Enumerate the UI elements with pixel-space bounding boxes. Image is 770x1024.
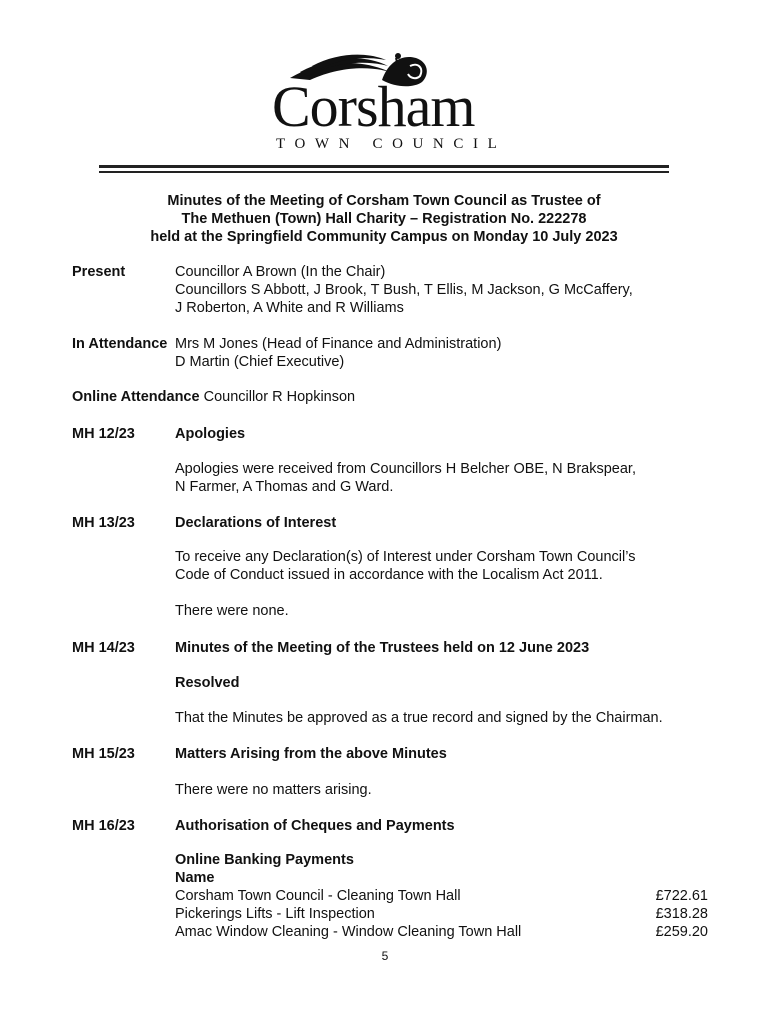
- item-title: Matters Arising from the above Minutes: [175, 746, 447, 762]
- item-title: Authorisation of Cheques and Payments: [175, 818, 455, 834]
- in-attendance-line: Mrs M Jones (Head of Finance and Administration): [175, 336, 502, 352]
- item-title: Apologies: [175, 426, 246, 442]
- logo-wordmark: Corsham: [272, 74, 475, 139]
- online-attendance: [72, 389, 355, 405]
- item-body-line: Apologies were received from Councillors H Belcher OBE, N Brakspear,: [175, 461, 636, 477]
- payment-amount: £318.28: [655, 906, 708, 922]
- item-ref: MH 16/23: [72, 818, 135, 834]
- payment-amount: £259.20: [655, 924, 708, 940]
- payments-heading: Online Banking Payments: [175, 852, 354, 868]
- header-rule-thick: [99, 165, 669, 168]
- heading-line-2: The Methuen (Town) Hall Charity – Registration No. 222278: [181, 211, 587, 227]
- present-line: Councillor A Brown (In the Chair): [175, 264, 386, 280]
- header-rule-thin: [99, 171, 669, 173]
- item-ref: MH 13/23: [72, 515, 135, 531]
- online-attendance-label: Online Attendance: [72, 389, 200, 405]
- payment-amount: £722.61: [655, 888, 708, 904]
- heading-line-1: Minutes of the Meeting of Corsham Town Council as Trustee of: [167, 193, 601, 209]
- item-subheading: Resolved: [175, 675, 240, 691]
- present-line: Councillors S Abbott, J Brook, T Bush, T Ellis, M Jackson, G McCaffery,: [175, 282, 633, 298]
- page-number: 5: [381, 949, 389, 963]
- in-attendance-label: In Attendance: [72, 336, 168, 352]
- item-title: Minutes of the Meeting of the Trustees held on 12 June 2023: [175, 640, 590, 656]
- item-body-line: There were no matters arising.: [175, 782, 372, 798]
- item-ref: MH 14/23: [72, 640, 135, 656]
- online-attendance-text: Councillor R Hopkinson: [203, 389, 356, 405]
- item-ref: MH 15/23: [72, 746, 135, 762]
- heading-line-3: held at the Springfield Community Campus on Monday 10 July 2023: [150, 229, 618, 245]
- item-body-line: Code of Conduct issued in accordance with the Localism Act 2011.: [175, 567, 603, 583]
- in-attendance-line: D Martin (Chief Executive): [175, 354, 345, 370]
- payment-name: Pickerings Lifts - Lift Inspection: [175, 906, 375, 922]
- item-body-line: N Farmer, A Thomas and G Ward.: [175, 479, 394, 495]
- payments-column-name: Name: [175, 870, 215, 886]
- present-label: Present: [72, 264, 126, 280]
- item-body-line: That the Minutes be approved as a true record and signed by the Chairman.: [175, 710, 663, 726]
- payment-name: Amac Window Cleaning - Window Cleaning Town Hall: [175, 924, 522, 940]
- logo-subtitle: TOWN COUNCIL: [276, 136, 507, 152]
- item-title: Declarations of Interest: [175, 515, 337, 531]
- present-line: J Roberton, A White and R Williams: [175, 300, 404, 316]
- payment-name: Corsham Town Council - Cleaning Town Hall: [175, 888, 461, 904]
- item-note: There were none.: [175, 603, 289, 619]
- item-body-line: To receive any Declaration(s) of Interest under Corsham Town Council’s: [175, 549, 636, 565]
- item-ref: MH 12/23: [72, 426, 135, 442]
